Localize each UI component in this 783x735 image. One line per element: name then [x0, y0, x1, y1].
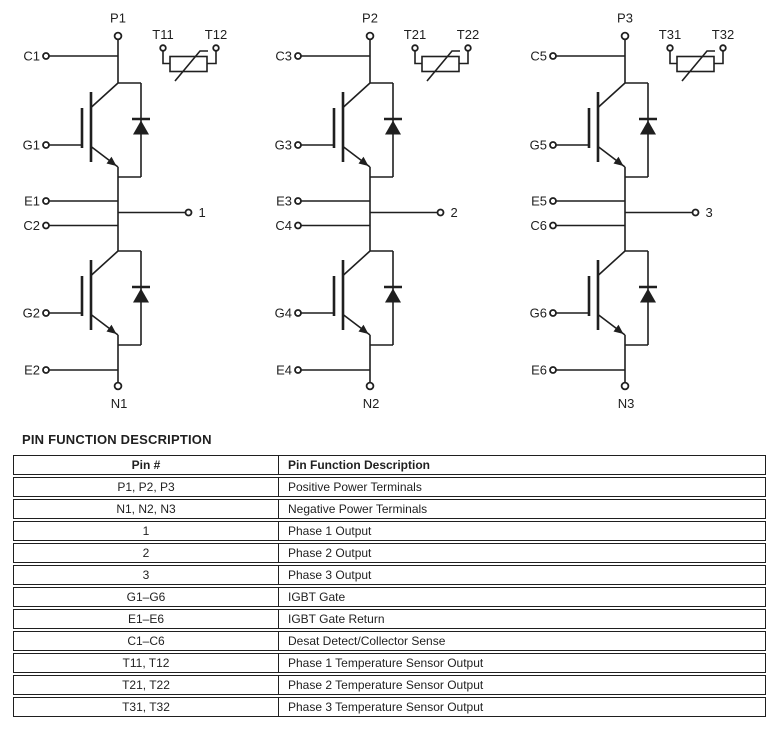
description-cell: IGBT Gate Return [288, 612, 385, 626]
pin-cell: 3 [14, 566, 279, 584]
collector-bottom-label: C2 [23, 218, 40, 233]
phase-output-label: 3 [705, 205, 713, 220]
pin-function-table [13, 455, 766, 719]
phase-output-label: 2 [450, 205, 458, 220]
description-cell: Phase 2 Temperature Sensor Output [288, 678, 484, 692]
pin-cell: T21, T22 [14, 676, 279, 694]
emitter-top-label: E5 [531, 193, 547, 209]
description-cell: Phase 1 Temperature Sensor Output [288, 656, 484, 670]
collector-top-label: C5 [530, 48, 547, 64]
pin-cell: G1–G6 [14, 588, 279, 606]
n-terminal-label: N1 [110, 396, 128, 411]
description-cell: Phase 2 Output [288, 546, 372, 560]
p-terminal-label: P3 [617, 10, 633, 26]
phase-leg-2 [275, 11, 480, 412]
pin-cell: 1 [14, 522, 279, 540]
phase-leg-1 [23, 11, 228, 412]
description-cell: Phase 3 Temperature Sensor Output [288, 700, 484, 714]
gate-bottom-label: G4 [274, 305, 292, 321]
gate-top-label: G3 [274, 137, 292, 153]
phase-leg-3 [530, 11, 735, 412]
thermistor-pin-b-label: T12 [204, 27, 228, 42]
n-terminal-label: N3 [617, 396, 635, 411]
pin-cell: E1–E6 [14, 610, 279, 628]
table-row [13, 521, 766, 541]
emitter-bottom-label: E4 [276, 362, 292, 378]
table-header-row [13, 455, 766, 475]
pin-cell: C1–C6 [14, 632, 279, 650]
thermistor-pin-a-label: T21 [403, 27, 427, 42]
table-row [13, 565, 766, 585]
table-row [13, 675, 766, 695]
phase-output-label: 1 [198, 205, 206, 220]
collector-bottom-label: C6 [530, 218, 547, 233]
pin-table-heading: PIN FUNCTION DESCRIPTION [22, 432, 212, 447]
collector-bottom-label: C4 [275, 218, 292, 233]
p-terminal-label: P2 [362, 10, 378, 26]
thermistor-pin-a-label: T11 [152, 27, 174, 42]
description-cell: Negative Power Terminals [288, 502, 428, 516]
collector-top-label: C1 [23, 48, 40, 64]
description-cell: Positive Power Terminals [288, 480, 422, 494]
table-row [13, 499, 766, 519]
p-terminal-label: P1 [110, 10, 126, 26]
pin-cell: T11, T12 [14, 654, 279, 672]
pin-cell: N1, N2, N3 [14, 500, 279, 518]
pin-cell: P1, P2, P3 [14, 478, 279, 496]
thermistor-pin-b-label: T32 [711, 27, 735, 42]
pin-cell: T31, T32 [14, 698, 279, 716]
table-row [13, 653, 766, 673]
table-row [13, 697, 766, 717]
emitter-top-label: E3 [276, 193, 292, 209]
description-cell: Desat Detect/Collector Sense [288, 634, 446, 648]
collector-top-label: C3 [275, 48, 292, 64]
table-row [13, 543, 766, 563]
thermistor-pin-a-label: T31 [658, 27, 682, 42]
n-terminal-label: N2 [362, 396, 380, 411]
pin-cell: 2 [14, 544, 279, 562]
gate-bottom-label: G6 [529, 305, 547, 321]
table-row [13, 587, 766, 607]
gate-bottom-label: G2 [22, 305, 40, 321]
table-row [13, 477, 766, 497]
gate-top-label: G1 [22, 137, 40, 153]
gate-top-label: G5 [529, 137, 547, 153]
thermistor-pin-b-label: T22 [456, 27, 480, 42]
emitter-bottom-label: E6 [531, 362, 547, 378]
table-row [13, 609, 766, 629]
description-column-header: Pin Function Description [288, 458, 431, 472]
pin-column-header: Pin # [14, 456, 279, 474]
description-cell: IGBT Gate [288, 590, 346, 604]
emitter-bottom-label: E2 [24, 362, 40, 378]
description-cell: Phase 3 Output [288, 568, 372, 582]
description-cell: Phase 1 Output [288, 524, 372, 538]
emitter-top-label: E1 [24, 193, 40, 209]
table-row [13, 631, 766, 651]
